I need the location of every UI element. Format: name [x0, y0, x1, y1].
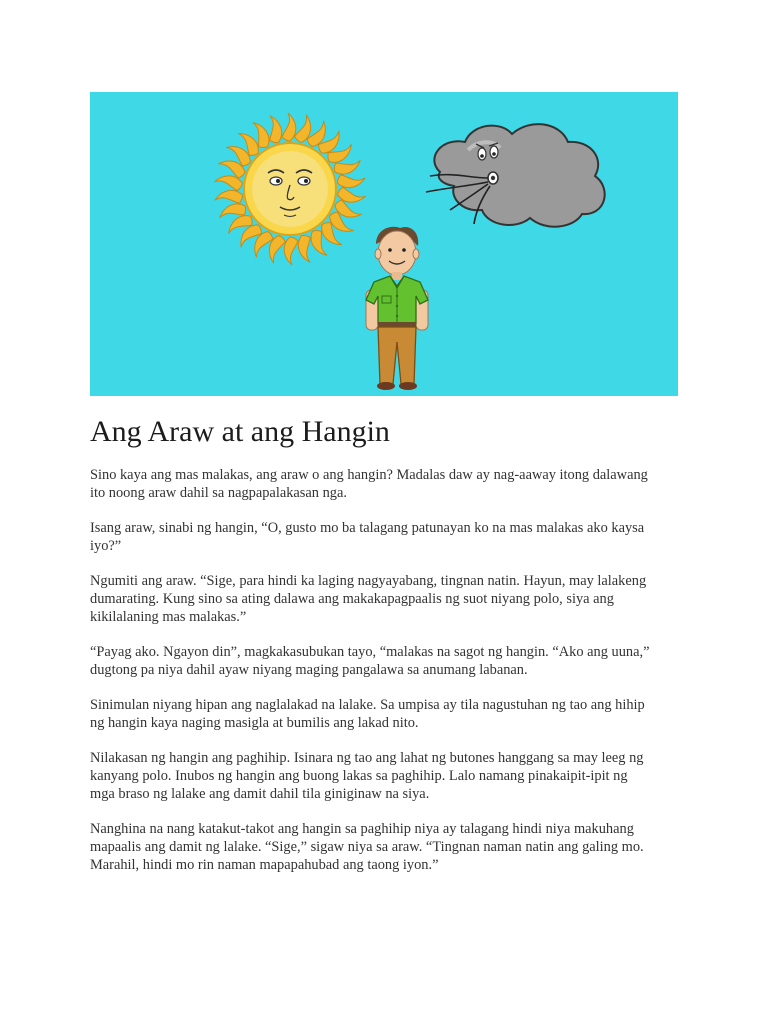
story-paragraph: [90, 749, 678, 803]
story-paragraph: [90, 820, 678, 874]
paragraph-line: Nilakasan ng hangin ang paghihip. Isinara ng tao ang lahat ng butones hanggang sa may leeg ng: [90, 750, 644, 766]
paragraph-line: Isang araw, sinabi ng hangin, “O, gusto mo ba talagang patunayan ko na mas malakas ako kaysa: [90, 520, 645, 536]
story-paragraph: [90, 572, 678, 626]
story-body: [90, 466, 678, 891]
story-paragraph: [90, 519, 678, 555]
story-title: Ang Araw at ang Hangin: [90, 415, 390, 448]
paragraph-line: mapaalis ang damit ng lalake. “Sige,” sigaw niya sa araw. “Tingnan naman natin ang galing mo.: [90, 839, 644, 855]
paragraph-line: Nanghina na nang katakut-takot ang hangin sa paghihip niya ay talagang hindi niya makuhang: [90, 821, 634, 837]
story-paragraph: [90, 643, 678, 679]
man-icon: [366, 227, 428, 390]
paragraph-line: Marahil, hindi mo rin naman mapapahubad ang taong iyon.”: [90, 857, 439, 873]
paragraph-line: iyo?”: [90, 538, 122, 554]
cloud-icon: [426, 124, 605, 227]
sun-icon: [214, 113, 367, 265]
paragraph-line: kikilalaning mas malakas.”: [90, 609, 247, 625]
paragraph-line: mga braso ng lalake ang damit dahil tila giniginaw na siya.: [90, 786, 430, 802]
paragraph-line: Ngumiti ang araw. “Sige, para hindi ka laging nagyayabang, tingnan natin. Hayun, may lalakeng: [90, 573, 647, 589]
story-illustration: [90, 92, 678, 396]
story-paragraph: [90, 696, 678, 732]
paragraph-line: ng hangin kaya naging masigla at bumilis ang lakad nito.: [90, 715, 419, 731]
paragraph-line: kanyang polo. Inubos ng hangin ang buong lakas sa paghihip. Lalo namang pinakaipit-ipit ng: [90, 768, 628, 784]
paragraph-line: “Payag ako. Ngayon din”, magkakasubukan tayo, “malakas na sagot ng hangin. “Ako ang uuna,”: [90, 644, 650, 660]
paragraph-line: ito noong araw dahil sa nagpapalakasan nga.: [90, 485, 347, 501]
paragraph-line: dugtong pa niya dahil ayaw niyang maging pangalawa sa anumang labanan.: [90, 662, 528, 678]
paragraph-line: Sino kaya ang mas malakas, ang araw o ang hangin? Madalas daw ay nag-aaway itong dalawang: [90, 467, 648, 483]
paragraph-line: Sinimulan niyang hipan ang naglalakad na lalake. Sa umpisa ay tila nagustuhan ng tao ang hihip: [90, 697, 645, 713]
story-paragraph: [90, 466, 678, 502]
paragraph-line: dumarating. Kung sino sa ating dalawa ang makakapagpaalis ng suot niyang polo, siya ang: [90, 591, 614, 607]
